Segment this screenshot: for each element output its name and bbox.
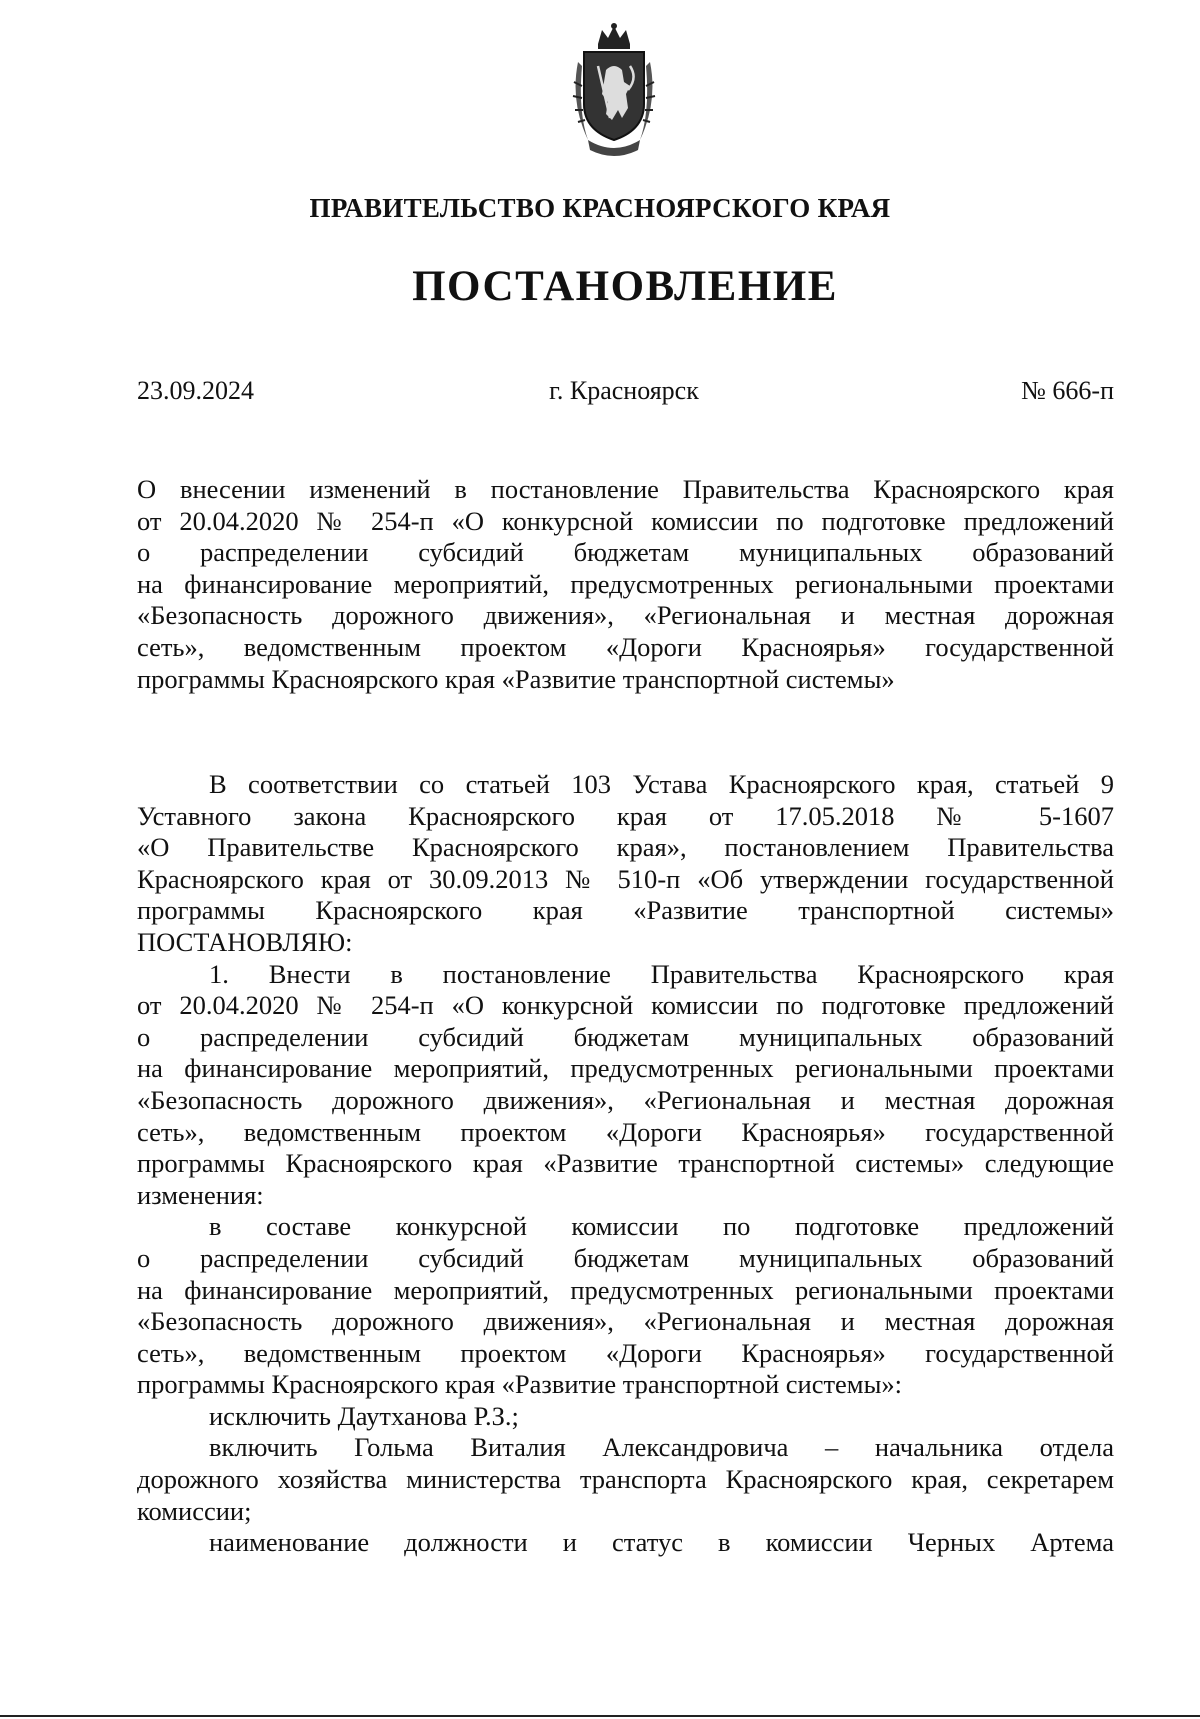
- body-line: ПОСТАНОВЛЯЮ:: [137, 926, 353, 957]
- body-line: «Безопасность дорожного движения», «Региональная и местная дорожная: [137, 1084, 1114, 1115]
- organization-name: ПРАВИТЕЛЬСТВО КРАСНОЯРСКОГО КРАЯ: [309, 193, 891, 223]
- page-bottom-edge: [0, 1715, 1200, 1717]
- body-line: дорожного хозяйства министерства транспорта Красноярского края, секретарем: [137, 1464, 1114, 1495]
- body-line: программы Красноярского края «Развитие транспортной системы»:: [137, 1369, 902, 1400]
- body-line: на финансирование мероприятий, предусмотренных региональными проектами: [137, 1274, 1114, 1305]
- body-line: программы Красноярского края «Развитие транспортной системы» следующие: [137, 1148, 1114, 1179]
- body-line: о распределении субсидий бюджетам муниципальных образований: [137, 1021, 1114, 1052]
- body-line: сеть», ведомственным проектом «Дороги Красноярья» государственной: [137, 1337, 1114, 1368]
- title-line: от 20.04.2020 № 254-п «О конкурсной комиссии по подготовке предложений: [137, 505, 1114, 536]
- document-city: г. Красноярск: [549, 376, 699, 405]
- document-body: [137, 769, 1114, 1559]
- document-date: 23.09.2024: [137, 376, 254, 405]
- body-line: «О Правительстве Красноярского края», постановлением Правительства: [137, 832, 1114, 863]
- document-title: [137, 474, 1114, 695]
- document-number: № 666-п: [1021, 376, 1114, 405]
- title-line: О внесении изменений в постановление Правительства Красноярского края: [137, 474, 1114, 504]
- body-line: комиссии;: [137, 1495, 252, 1526]
- body-line: Красноярского края от 30.09.2013 № 510-п «Об утверждении государственной: [137, 863, 1114, 894]
- body-line: включить Гольма Виталия Александровича – начальника отдела: [209, 1432, 1114, 1463]
- title-line: «Безопасность дорожного движения», «Региональная и местная дорожная: [137, 600, 1114, 631]
- title-line: программы Красноярского края «Развитие транспортной системы»: [137, 663, 895, 694]
- title-line: сеть», ведомственным проектом «Дороги Красноярья» государственной: [137, 631, 1114, 662]
- body-line: о распределении субсидий бюджетам муниципальных образований: [137, 1242, 1114, 1273]
- title-line: на финансирование мероприятий, предусмотренных региональными проектами: [137, 568, 1114, 599]
- title-line: о распределении субсидий бюджетам муниципальных образований: [137, 537, 1114, 568]
- body-line: программы Красноярского края «Развитие транспортной системы»: [137, 895, 1114, 926]
- body-line: сеть», ведомственным проектом «Дороги Красноярья» государственной: [137, 1116, 1114, 1147]
- body-line: Уставного закона Красноярского края от 17.05.2018 № 5-1607: [137, 800, 1114, 831]
- coat-of-arms-icon: [568, 22, 660, 160]
- document-type: ПОСТАНОВЛЕНИЕ: [412, 263, 838, 310]
- body-line: на финансирование мероприятий, предусмотренных региональными проектами: [137, 1053, 1114, 1084]
- body-line: В соответствии со статьей 103 Устава Красноярского края, статьей 9: [209, 769, 1114, 799]
- body-line: исключить Даутханова Р.З.;: [209, 1400, 519, 1431]
- body-line: от 20.04.2020 № 254-п «О конкурсной комиссии по подготовке предложений: [137, 990, 1114, 1021]
- body-line: изменения:: [137, 1179, 264, 1210]
- body-line: «Безопасность дорожного движения», «Региональная и местная дорожная: [137, 1306, 1114, 1337]
- body-line: наименование должности и статус в комиссии Черных Артема: [209, 1527, 1114, 1558]
- body-line: в составе конкурсной комиссии по подготовке предложений: [209, 1211, 1114, 1242]
- body-line: 1. Внести в постановление Правительства Красноярского края: [209, 958, 1114, 989]
